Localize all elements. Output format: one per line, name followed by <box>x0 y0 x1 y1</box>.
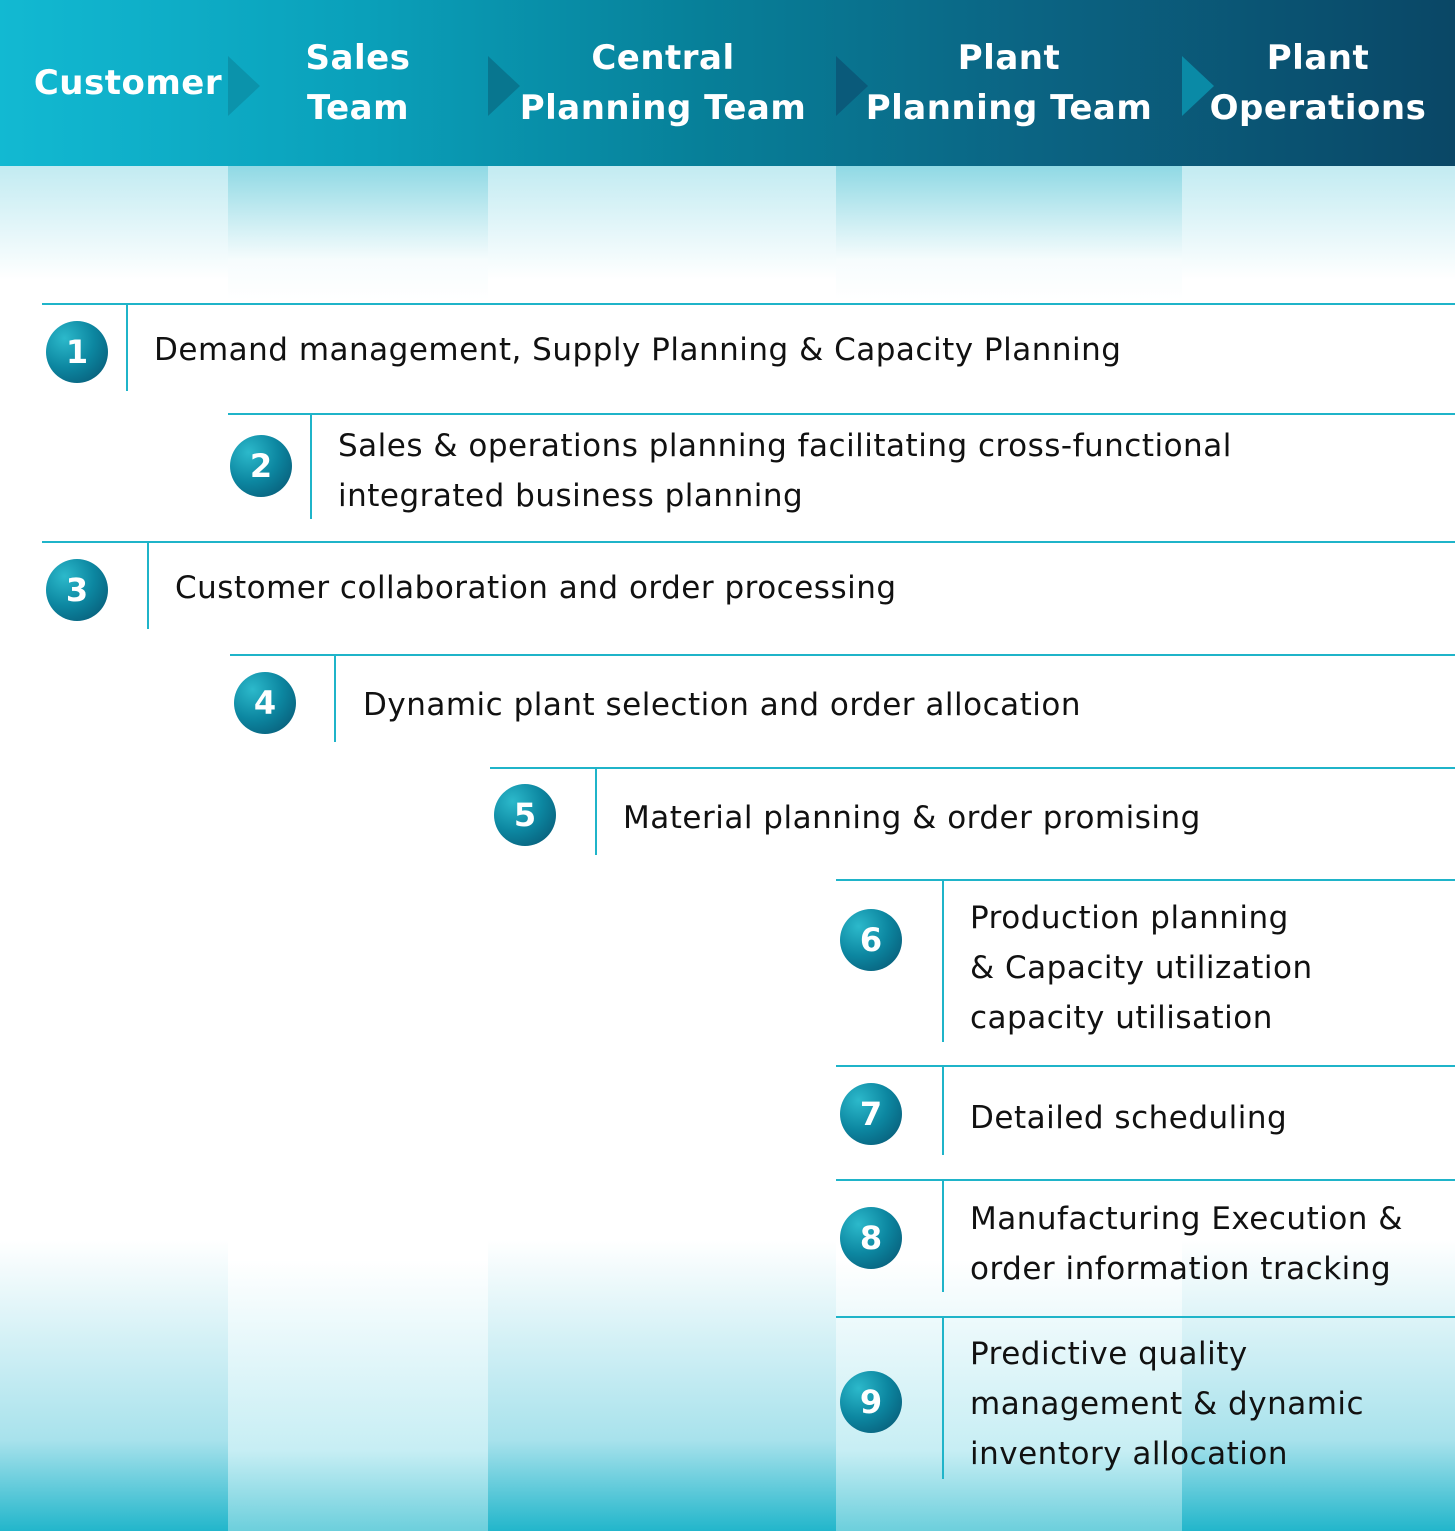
step-number-badge: 2 <box>230 435 292 497</box>
step-number-badge: 1 <box>46 321 108 383</box>
step-text: Manufacturing Execution & order information tracking <box>970 1201 1403 1287</box>
step-number-badge: 9 <box>840 1371 902 1433</box>
step-text: Predictive quality management & dynamic inventory allocation <box>970 1336 1365 1472</box>
column-title-central-planning-team: Central Planning Team <box>519 38 807 128</box>
step-number-badge: 3 <box>46 559 108 621</box>
step-number-badge: 6 <box>840 909 902 971</box>
lane-sales-team <box>228 0 488 1531</box>
step-divider <box>334 656 336 742</box>
step-text: Demand management, Supply Planning & Capacity Planning <box>154 332 1122 368</box>
step-number-badge: 8 <box>840 1207 902 1269</box>
header-bar <box>0 0 1455 166</box>
step-divider <box>147 543 149 629</box>
step-7 <box>836 1065 1455 1155</box>
step-text: Production planning & Capacity utilization capacity utilisation <box>970 900 1313 1036</box>
step-number-badge: 5 <box>494 784 556 846</box>
step-number-badge: 4 <box>234 672 296 734</box>
lane-central-planning-team <box>488 0 836 1531</box>
column-title-sales-team: Sales Team <box>305 38 411 128</box>
chevron-right-icon <box>488 56 520 116</box>
lane-customer <box>0 0 228 1531</box>
lane-plant-planning-team <box>836 0 1182 1531</box>
lane-plant-operations <box>1182 0 1455 1531</box>
step-number-badge: 7 <box>840 1083 902 1145</box>
step-text: Material planning & order promising <box>623 800 1201 836</box>
step-divider <box>126 305 128 391</box>
step-divider <box>942 1181 944 1292</box>
step-text: Detailed scheduling <box>970 1100 1288 1136</box>
step-text: Sales & operations planning facilitating cross-functional integrated business planning <box>338 428 1232 514</box>
chevron-right-icon <box>228 56 260 116</box>
step-8 <box>836 1179 1455 1292</box>
step-9 <box>836 1316 1455 1479</box>
step-6 <box>836 879 1455 1042</box>
step-2 <box>228 413 1455 519</box>
step-3 <box>42 541 1455 629</box>
step-divider <box>310 415 312 519</box>
column-title-customer: Customer <box>33 63 223 103</box>
step-text: Dynamic plant selection and order allocation <box>363 687 1082 723</box>
step-4 <box>230 654 1455 742</box>
step-divider <box>942 1318 944 1479</box>
step-1 <box>42 303 1455 391</box>
column-title-plant-planning-team: Plant Planning Team <box>865 38 1153 128</box>
step-divider <box>942 881 944 1042</box>
column-title-plant-operations: Plant Operations <box>1209 38 1427 128</box>
step-5 <box>490 767 1455 855</box>
step-divider <box>942 1067 944 1155</box>
step-divider <box>595 769 597 855</box>
step-text: Customer collaboration and order processing <box>175 570 897 606</box>
